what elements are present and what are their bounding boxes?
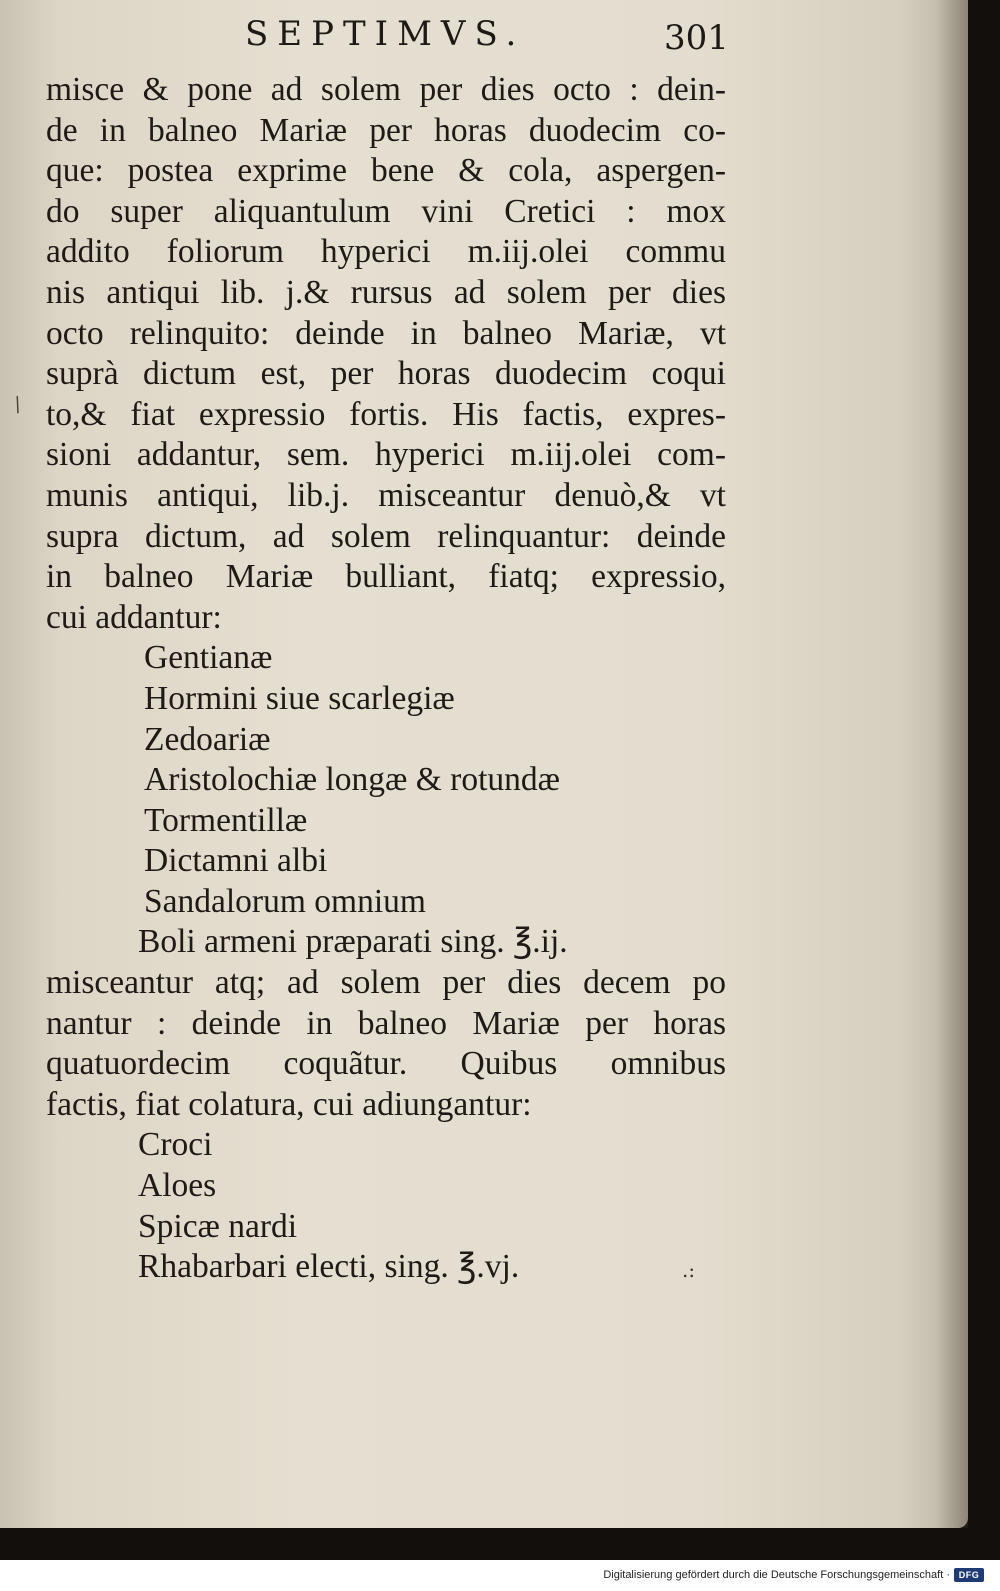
ingredient-item: Gentianæ xyxy=(144,639,273,677)
text-line: to,& fiat expressio fortis. His factis, expres- xyxy=(46,395,726,433)
text-line: suprà dictum est, per horas duodecim coqui xyxy=(46,355,726,393)
ingredient-item: Tormentillæ xyxy=(144,801,308,839)
ingredient-item: Aristolochiæ longæ & rotundæ xyxy=(144,761,560,799)
ingredient-item: Sandalorum omnium xyxy=(144,882,426,920)
ingredient-list-1 xyxy=(46,638,726,963)
ingredient-item: Croci xyxy=(138,1126,213,1164)
margin-tick-mark: / xyxy=(10,391,25,417)
page-number: 301 xyxy=(664,18,729,58)
dfg-logo: DFG xyxy=(954,1568,984,1582)
text-line: in balneo Mariæ bulliant, fiatq; expressio, xyxy=(46,558,726,596)
text-line: octo relinquito: deinde in balneo Mariæ, vt xyxy=(46,314,726,352)
text-line: de in balneo Mariæ per horas duodecim co- xyxy=(46,111,726,149)
page-header xyxy=(0,12,968,62)
ingredient-item: Hormini siue scarlegiæ xyxy=(144,679,455,717)
text-line: supra dictum, ad solem relinquantur: deinde xyxy=(46,517,726,555)
text-line: nantur : deinde in balneo Mariæ per horas xyxy=(46,1004,726,1042)
margin-corner-mark: .: xyxy=(682,1258,696,1282)
running-title: SEPTIMVS. xyxy=(245,14,526,54)
text-line: factis, fiat colatura, cui adiungantur: xyxy=(46,1085,532,1123)
text-line: que: postea exprime bene & cola, aspergen- xyxy=(46,152,726,190)
ingredient-item: Zedoariæ xyxy=(144,720,271,758)
ingredient-item: Spicæ nardi xyxy=(138,1207,298,1245)
page-edge-shadow xyxy=(936,0,968,1528)
ingredient-item: Dictamni albi xyxy=(144,842,328,880)
paragraph-1 xyxy=(46,70,726,638)
text-line: do super aliquantulum vini Cretici : mox xyxy=(46,192,726,230)
text-line: quatuordecim coquãtur. Quibus omnibus xyxy=(46,1045,726,1083)
text-line: misceantur atq; ad solem per dies decem po xyxy=(46,964,726,1002)
ingredient-item: Aloes xyxy=(138,1167,217,1205)
body-text xyxy=(46,70,726,1288)
text-line: sioni addantur, sem. hyperici m.iij.olei com- xyxy=(46,436,726,474)
ingredient-list-2 xyxy=(46,1125,726,1287)
ingredient-item: Rhabarbari electi, sing. ℥.vj. xyxy=(138,1248,520,1286)
digitization-footer xyxy=(0,1560,1000,1591)
text-line: addito foliorum hyperici m.iij.olei commu xyxy=(46,233,726,271)
funding-credit: Digitalisierung gefördert durch die Deutsche Forschungsgemeinschaft · xyxy=(603,1569,950,1581)
paragraph-2 xyxy=(46,963,726,1125)
text-line: misce & pone ad solem per dies octo : dein- xyxy=(46,71,726,108)
text-line: munis antiqui, lib.j. misceantur denuò,& vt xyxy=(46,476,726,514)
ingredient-item: Boli armeni præparati sing. ℥.ij. xyxy=(138,923,568,961)
text-line: cui addantur: xyxy=(46,598,222,636)
text-line: nis antiqui lib. j.& rursus ad solem per dies xyxy=(46,273,726,311)
